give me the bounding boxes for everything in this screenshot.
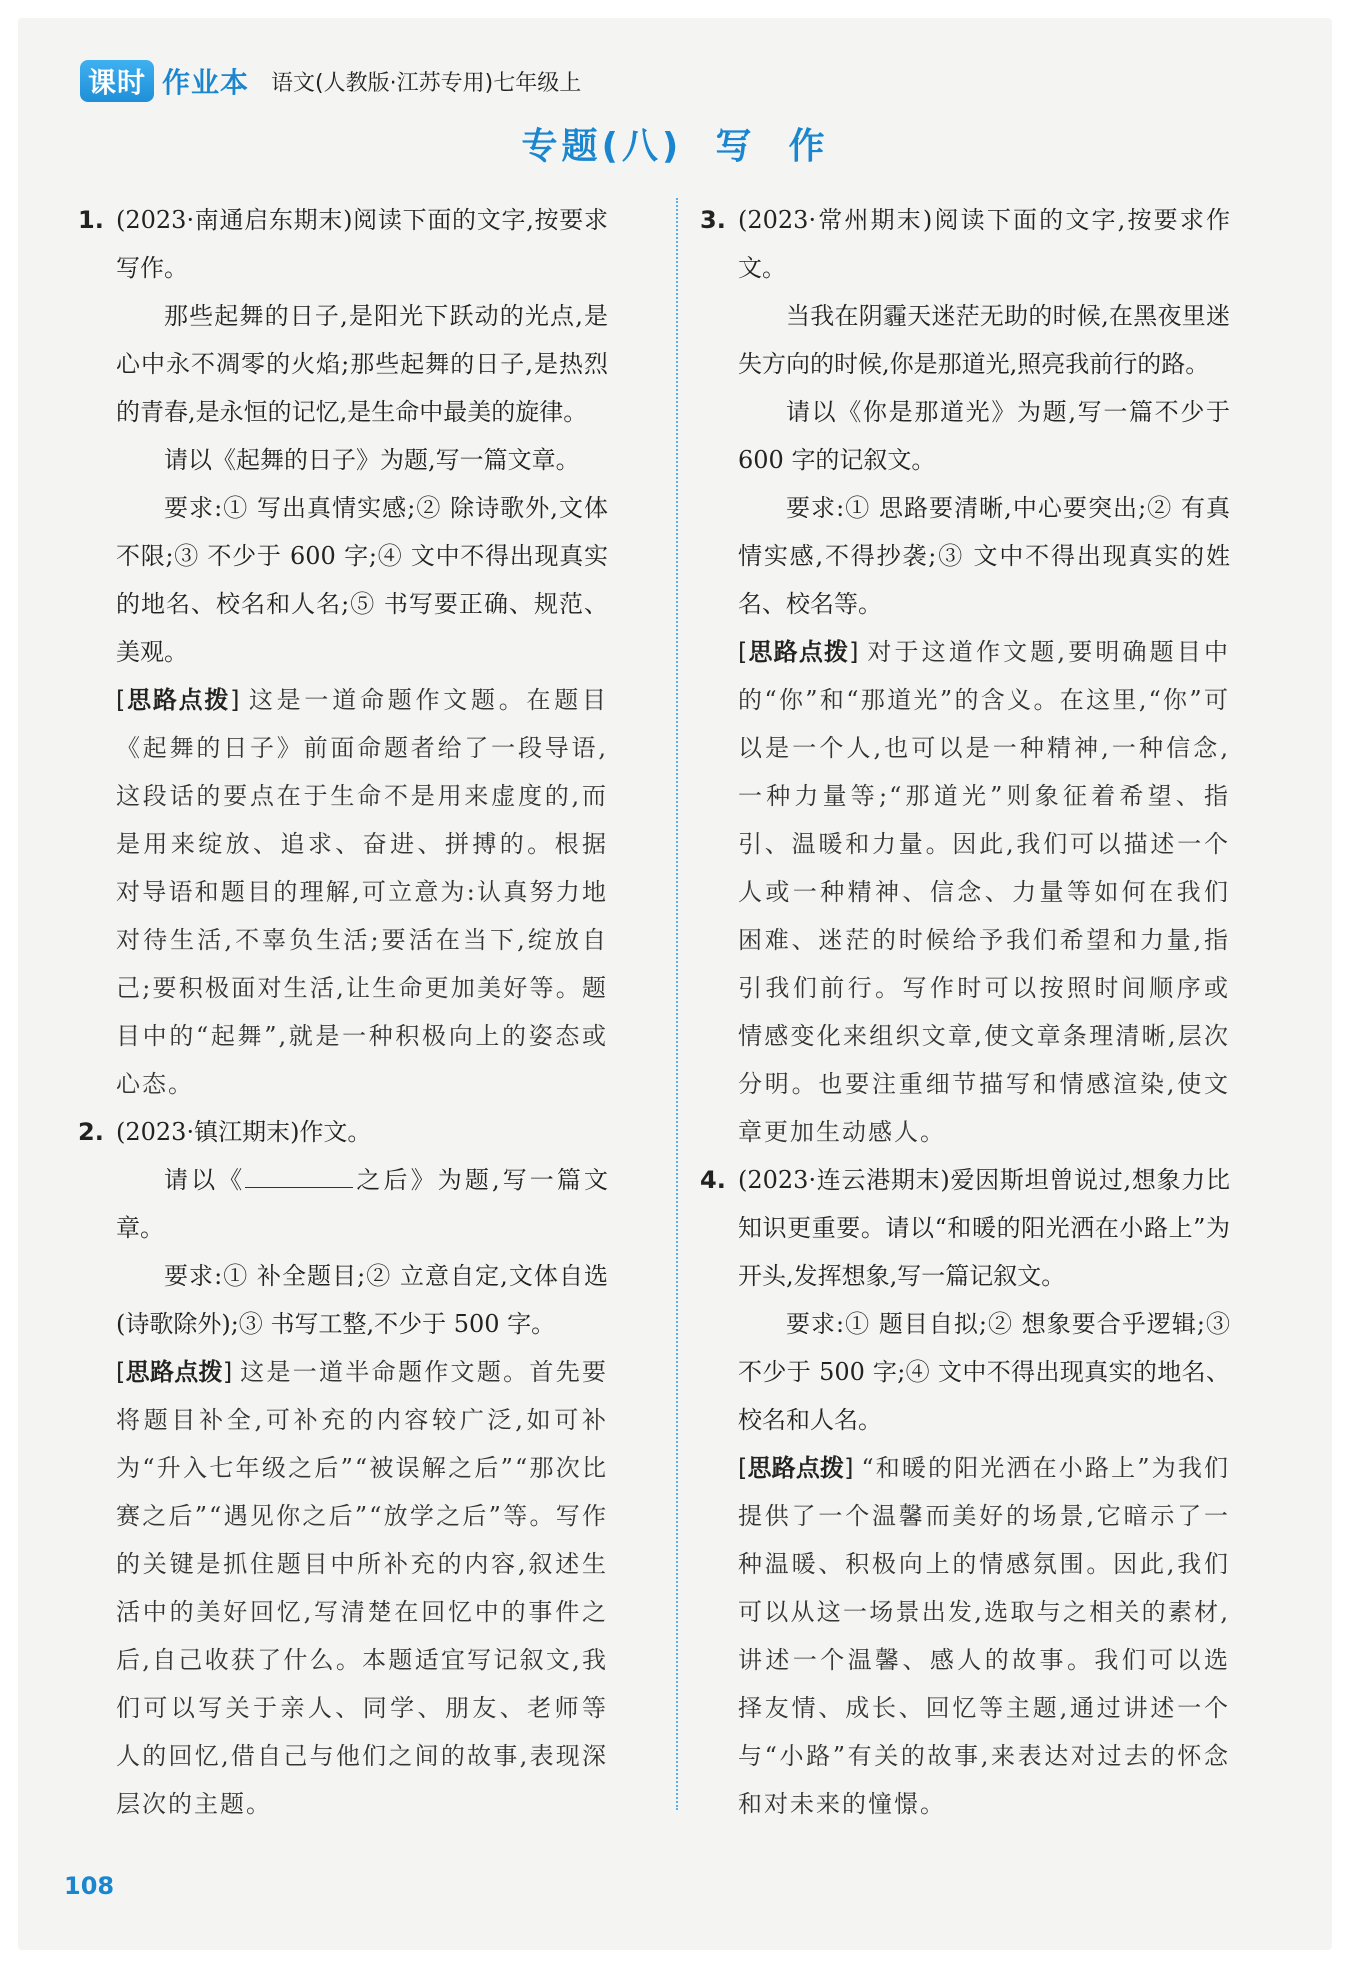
fill-in-blank [245,1157,353,1188]
tip-label: 思路点拨 [125,1358,223,1386]
question-passage: 当我在阴霾天迷茫无助的时候,在黑夜里迷失方向的时候,你是那道光,照亮我前行的路。 [738,302,1230,378]
tip-text: 对于这道作文题,要明确题目中的“你”和“那道光”的含义。在这里,“你”可以是一个人,也可以是一种精神,一种信念,一种力量等;“那道光”则象征着希望、指引、温暖和力量。因此,我们可以描述一个人或一种精神、信念、力量等如何在我们困难、迷茫的时候给予我们希望和力量,指引我们前行。写作时可以按照时间顺序或情感变化来组织文章,使文章条理清晰,层次分明。也要注重细节描写和情感渲染,使文章更加生动感人。 [738,638,1230,1146]
question-1 [78,196,608,1108]
tip-text: 这是一道命题作文题。在题目《起舞的日子》前面命题者给了一段导语,这段话的要点在于生命不是用来虚度的,而是用来绽放、追求、奋进、拼搏的。根据对导语和题目的理解,可立意为:认真努力地对待生活,不辜负生活;要活在当下,绽放自己;要积极面对生活,让生命更加美好等。题目中的“起舞”,就是一种积极向上的姿态或心态。 [116,686,608,1098]
question-number: 2. [78,1118,104,1146]
question-source: (2023·南通启东期末)阅读下面的文字,按要求写作。 [116,206,608,282]
task-prefix: 请以《 [164,1166,246,1194]
question-source: (2023·镇江期末)作文。 [116,1118,372,1146]
question-3 [700,196,1230,1156]
brand-name: 作业本 [162,66,250,99]
tip-label: 思路点拨 [747,638,850,666]
question-4 [700,1156,1230,1828]
question-passage: 那些起舞的日子,是阳光下跃动的光点,是心中永不凋零的火焰;那些起舞的日子,是热烈的青春,是永恒的记忆,是生命中最美的旋律。 [116,302,608,426]
section-title: 专题(八) 写 作 [521,126,829,167]
question-number: 3. [700,206,726,234]
question-requirements: 要求:① 补全题目;② 立意自定,文体自选(诗歌除外);③ 书写工整,不少于 500 字。 [116,1262,608,1338]
book-subject: 语文(人教版·江苏专用)七年级上 [271,70,582,96]
question-tip: [思路点拨] 对于这道作文题,要明确题目中的“你”和“那道光”的含义。在这里,“你”可以是一个人,也可以是一种精神,一种信念,一种力量等;“那道光”则象征着希望、指引、温暖和力量。因此,我们可以描述一个人或一种精神、信念、力量等如何在我们困难、迷茫的时候给予我们希望和力量,指引我们前行。写作时可以按照时间顺序或情感变化来组织文章,使文章条理清晰,层次分明。也要注重细节描写和情感渲染,使文章更加生动感人。 [738,638,1230,1146]
question-task [116,1156,608,1252]
question-task: 请以《起舞的日子》为题,写一篇文章。 [164,446,580,474]
tip-text: “和暖的阳光洒在小路上”为我们提供了一个温馨而美好的场景,它暗示了一种温暖、积极向上的情感氛围。因此,我们可以从这一场景出发,选取与之相关的素材,讲述一个温馨、感人的故事。我们可以选择友情、成长、回忆等主题,通过讲述一个与“小路”有关的故事,来表达对过去的怀念和对未来的憧憬。 [738,1454,1230,1818]
question-number: 4. [700,1166,726,1194]
question-task: 请以《你是那道光》为题,写一篇不少于 600 字的记叙文。 [738,398,1230,474]
header-brand [80,58,581,104]
question-requirements: 要求:① 题目自拟;② 想象要合乎逻辑;③ 不少于 500 字;④ 文中不得出现真实的地名、校名和人名。 [738,1310,1230,1434]
brand-logo: 课时 [80,60,154,102]
question-source: (2023·连云港期末)爱因斯坦曾说过,想象力比知识更重要。请以“和暖的阳光洒在小路上”为开头,发挥想象,写一篇记叙文。 [738,1166,1230,1290]
question-number: 1. [78,206,104,234]
column-divider [676,198,678,1810]
question-tip: [思路点拨] 这是一道半命题作文题。首先要将题目补全,可补充的内容较广泛,如可补为“升入七年级之后”“被误解之后”“那次比赛之后”“遇见你之后”“放学之后”等。写作的关键是抓住题目中所补充的内容,叙述生活中的美好回忆,写清楚在回忆中的事件之后,自己收获了什么。本题适宜写记叙文,我们可以写关于亲人、同学、朋友、老师等人的回忆,借自己与他们之间的故事,表现深层次的主题。 [116,1358,609,1818]
task-suffix: 之后》为题,写一篇文章。 [116,1166,609,1242]
right-column [700,196,1230,1828]
tip-label: 思路点拨 [125,686,231,714]
question-source: (2023·常州期末)阅读下面的文字,按要求作文。 [738,206,1230,282]
question-tip: [思路点拨] “和暖的阳光洒在小路上”为我们提供了一个温馨而美好的场景,它暗示了一种温暖、积极向上的情感氛围。因此,我们可以从这一场景出发,选取与之相关的素材,讲述一个温馨、感人的故事。我们可以选择友情、成长、回忆等主题,通过讲述一个与“小路”有关的故事,来表达对过去的怀念和对未来的憧憬。 [738,1454,1230,1818]
question-tip: [思路点拨] 这是一道命题作文题。在题目《起舞的日子》前面命题者给了一段导语,这段话的要点在于生命不是用来虚度的,而是用来绽放、追求、奋进、拼搏的。根据对导语和题目的理解,可立意为:认真努力地对待生活,不辜负生活;要活在当下,绽放自己;要积极面对生活,让生命更加美好等。题目中的“起舞”,就是一种积极向上的姿态或心态。 [116,686,608,1098]
question-2 [78,1108,608,1828]
question-requirements: 要求:① 思路要清晰,中心要突出;② 有真情实感,不得抄袭;③ 文中不得出现真实的姓名、校名等。 [738,494,1230,618]
page-number: 108 [64,1872,115,1900]
tip-text: 这是一道半命题作文题。首先要将题目补全,可补充的内容较广泛,如可补为“升入七年级之后”“被误解之后”“那次比赛之后”“遇见你之后”“放学之后”等。写作的关键是抓住题目中所补充的内容,叙述生活中的美好回忆,写清楚在回忆中的事件之后,自己收获了什么。本题适宜写记叙文,我们可以写关于亲人、同学、朋友、老师等人的回忆,借自己与他们之间的故事,表现深层次的主题。 [116,1358,609,1818]
question-requirements: 要求:① 写出真情实感;② 除诗歌外,文体不限;③ 不少于 600 字;④ 文中不得出现真实的地名、校名和人名;⑤ 书写要正确、规范、美观。 [116,494,608,666]
tip-label: 思路点拨 [747,1454,845,1482]
left-column [78,196,608,1828]
